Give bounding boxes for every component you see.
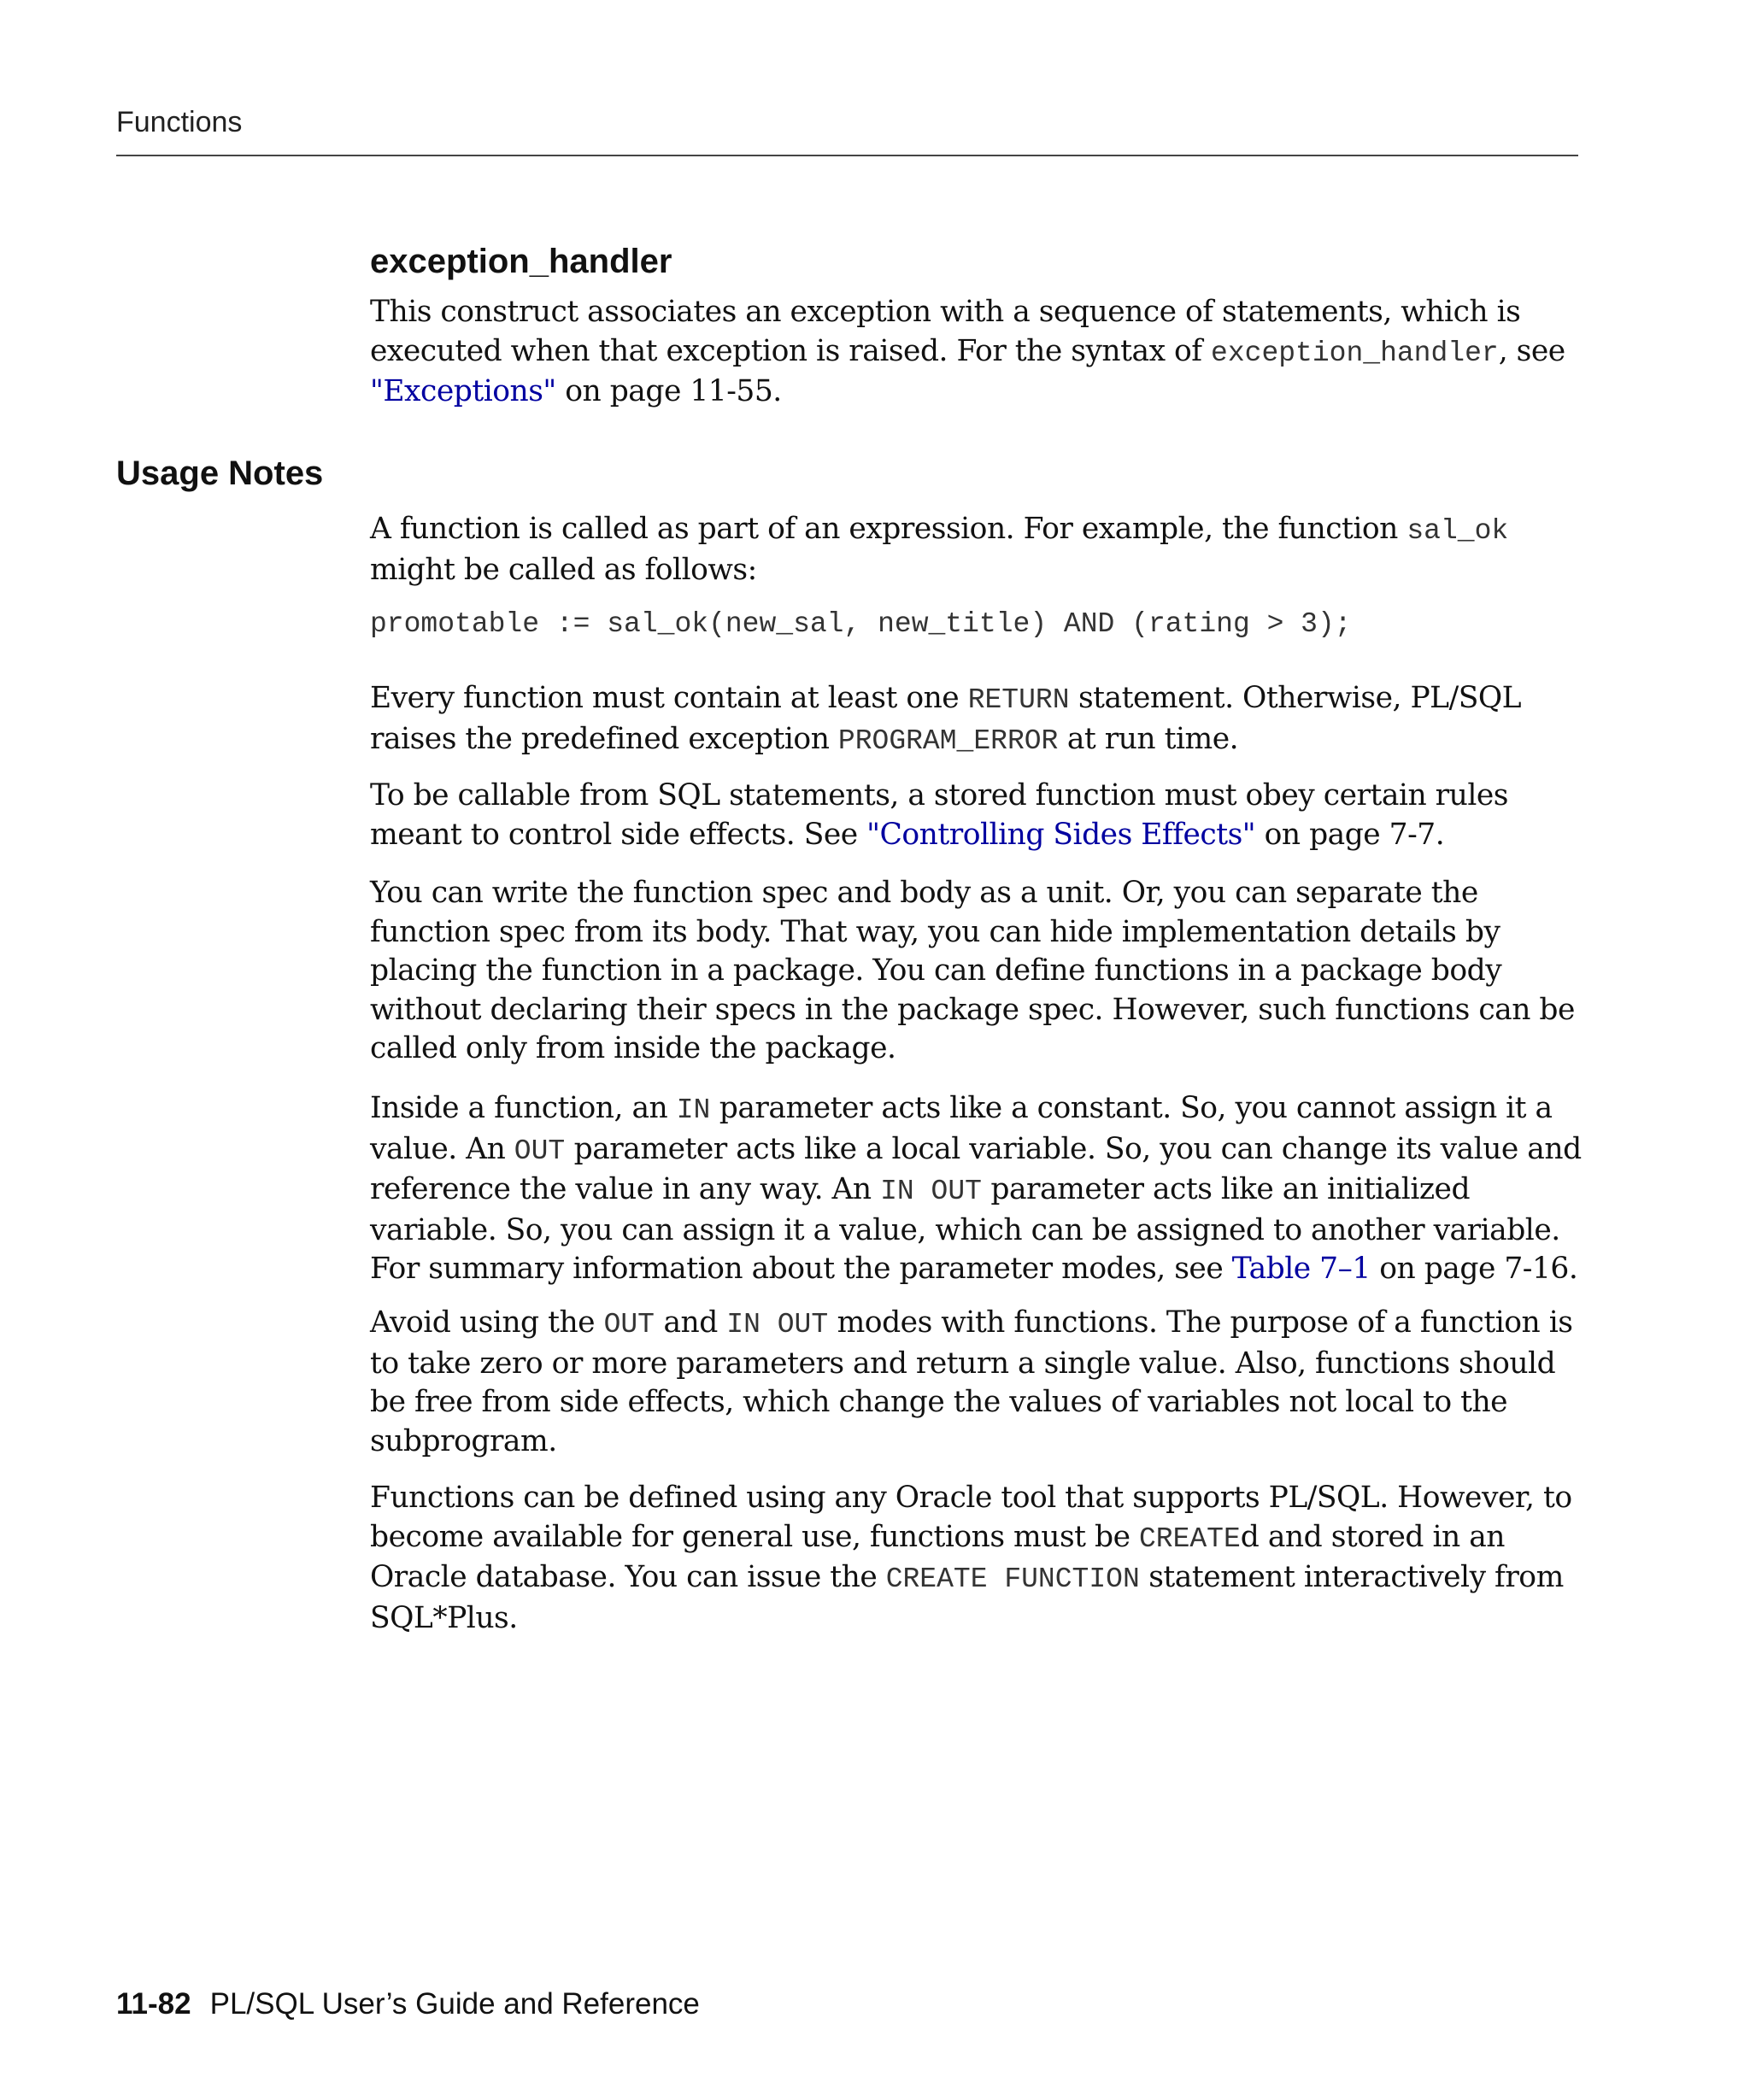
usage-paragraph-7 <box>370 1479 1583 1638</box>
p6-text-3: modes with functions. The purpose of a function is to take zero or more parameters and return a single value. Also, functions should be free from side effects, which change the values of variables not local to the subprogram. <box>370 1305 1573 1458</box>
p2-text-3: at run time. <box>1058 721 1239 756</box>
p7-text-3: statement interactively from SQL*Plus. <box>370 1560 1564 1635</box>
p6-text-2: and <box>654 1305 727 1340</box>
table-7-1-link[interactable]: Table 7–1 <box>1231 1252 1371 1286</box>
term-description <box>370 293 1583 412</box>
term-text-2: , see <box>1498 333 1565 368</box>
p7-text-2: d and stored in an Oracle database. You can issue the <box>370 1519 1505 1594</box>
usage-paragraph-1 <box>370 510 1583 590</box>
book-title: PL/SQL User’s Guide and Reference <box>209 1987 700 2021</box>
p6-code-2: IN OUT <box>726 1309 829 1340</box>
term-heading: exception_handler <box>370 243 672 280</box>
code-example: promotable := sal_ok(new_sal, new_title) AND (rating > 3); <box>370 608 1352 640</box>
p5-text-5: on page 7-16. <box>1370 1252 1578 1286</box>
p2-code-1: RETURN <box>967 684 1070 716</box>
usage-paragraph-4: You can write the function spec and body as a unit. Or, you can separate the function spec from its body. That way, you can hide implementation details by placing the function in a package. You can define functions in a package body without declaring their specs in the package spec. However, such functions can be called only from inside the package. <box>370 876 1575 1065</box>
term-text-1: This construct associates an exception with a sequence of statements, which is executed when that exception is raised. For the syntax of <box>370 295 1521 368</box>
term-text-3: on page 11-55. <box>555 374 782 408</box>
p6-text-1: Avoid using the <box>370 1305 604 1340</box>
header-divider <box>116 155 1578 156</box>
controlling-side-effects-link[interactable]: "Controlling Sides Effects" <box>866 817 1256 852</box>
usage-notes-heading: Usage Notes <box>116 455 324 492</box>
running-header: Functions <box>116 106 243 138</box>
page-footer <box>116 1987 700 2021</box>
p2-code-2: PROGRAM_ERROR <box>837 724 1059 757</box>
p7-code-1: CREATE <box>1138 1522 1241 1555</box>
p2-text-1: Every function must contain at least one <box>370 681 968 715</box>
p6-code-1: OUT <box>603 1309 655 1340</box>
usage-paragraph-3 <box>370 777 1583 854</box>
p5-code-1: IN <box>676 1094 711 1126</box>
p5-text-1: Inside a function, an <box>370 1091 677 1125</box>
p5-code-3: IN OUT <box>880 1176 982 1207</box>
usage-paragraph-2 <box>370 679 1583 760</box>
p5-code-2: OUT <box>514 1135 566 1167</box>
term-code: exception_handler <box>1211 337 1499 369</box>
p5-text-2: parameter acts like a constant. So, you cannot assign it a value. An <box>370 1091 1553 1166</box>
usage-paragraph-6 <box>370 1304 1583 1461</box>
p5-text-3: parameter acts like a local variable. So, you can change its value and reference the value in any way. An <box>370 1131 1582 1206</box>
p1-text-2: might be called as follows: <box>370 552 757 587</box>
usage-paragraph-5 <box>370 1089 1583 1289</box>
p3-text-1: To be callable from SQL statements, a stored function must obey certain rules meant to control side effects. See <box>370 778 1509 852</box>
p5-text-4: parameter acts like an initialized variable. So, you can assign it a value, which can be assigned to another variable. For summary information about the parameter modes, see <box>370 1172 1560 1286</box>
p1-code-1: sal_ok <box>1406 515 1509 547</box>
p7-text-1: Functions can be defined using any Oracle tool that supports PL/SQL. However, to become available for general use, functions must be <box>370 1481 1572 1554</box>
exceptions-link[interactable]: "Exceptions" <box>370 374 556 408</box>
p7-code-2: CREATE FUNCTION <box>885 1563 1140 1595</box>
p1-text-1: A function is called as part of an expression. For example, the function <box>370 512 1407 546</box>
page-number: 11-82 <box>116 1987 191 2021</box>
p2-text-2: statement. Otherwise, PL/SQL raises the predefined exception <box>370 681 1522 756</box>
p3-text-2: on page 7-7. <box>1255 817 1445 852</box>
